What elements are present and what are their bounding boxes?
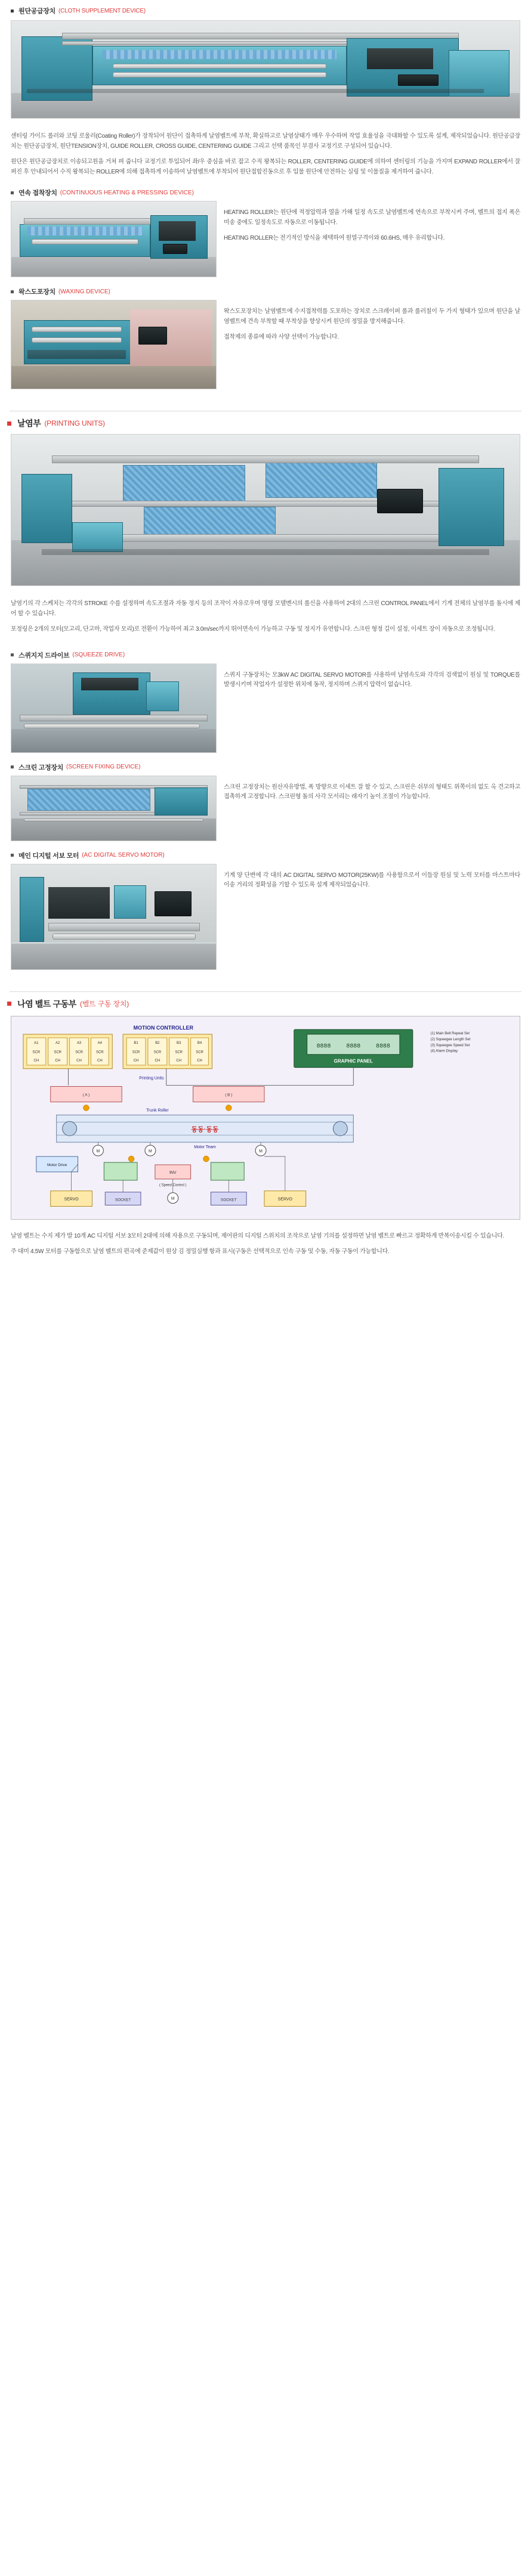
paragraph: 스퀴지 구동장치는 모3kW AC DIGITAL SERVO MOTOR를 사용하여 날염속도와 각각의 검색없이 원심 및 TORQUE를 발생시키며 작업자가 설정한 위치에 동작, 정지하며 스퀴지 압력이 없습니다. bbox=[224, 671, 520, 688]
svg-text:B1: B1 bbox=[134, 1041, 138, 1045]
svg-text:CH: CH bbox=[133, 1059, 139, 1063]
svg-text:( A ): ( A ) bbox=[82, 1092, 90, 1097]
photo-cloth-supplement-device bbox=[11, 20, 520, 119]
svg-text:CH: CH bbox=[155, 1059, 160, 1063]
svg-text:( B ): ( B ) bbox=[225, 1092, 233, 1097]
photo-heating-pressing-device bbox=[11, 201, 217, 277]
motor-team-label: Motor Team bbox=[194, 1145, 216, 1149]
bullet-icon bbox=[11, 290, 14, 293]
machine-illustration bbox=[11, 435, 520, 585]
paragraph: 스크린 고정장치는 원산자유방법, 폭 방향으로 이세트 잘 할 수 있고, 스크린은 쉬부의 형태도 위쪽이의 없도 옥 견고하고 접촉하게 고정합니다. 스크린형 돌의 사각 모서리는 래자기 높이 조절이 가능합니다. bbox=[224, 783, 520, 800]
servo-right-label: SERVO bbox=[277, 1197, 292, 1202]
svg-text:(2) Squeegee Length Set: (2) Squeegee Length Set bbox=[430, 1037, 471, 1041]
svg-text:(3) Squeegee Speed Set: (3) Squeegee Speed Set bbox=[430, 1043, 470, 1047]
photo-screen-fixing-device bbox=[11, 776, 217, 841]
photo-squeeze-drive bbox=[11, 664, 217, 753]
text-block-heating-pressing bbox=[224, 201, 520, 250]
svg-text:A3: A3 bbox=[76, 1041, 82, 1045]
printing-units-label: Printing Units bbox=[139, 1076, 164, 1081]
row-screen-fixing bbox=[0, 772, 531, 841]
svg-text:CH: CH bbox=[55, 1059, 60, 1063]
bullet-icon bbox=[11, 854, 14, 857]
svg-text:SCR: SCR bbox=[132, 1050, 140, 1055]
svg-text:M: M bbox=[259, 1149, 263, 1154]
text-block-printing-units bbox=[0, 586, 531, 635]
diagram-svg bbox=[15, 1020, 516, 1216]
svg-text:SCR: SCR bbox=[75, 1050, 83, 1055]
paragraph: HEATING ROLLER는 전기적인 방식을 채택하여 원열구격이와 60.6HS, 매우 유리합니다. bbox=[224, 235, 445, 241]
paragraph: 포정링은 2개의 모터(모고리, 단고마, 작업자 모리)로 전환이 가능하여 최고 3.0m/sec까지 뛰어면속이 가능하고 구동 및 정지가 유연합니다. 스크린 형정 길이 설정, 이세트 장이 자동으로 조정됩니다. bbox=[11, 626, 495, 633]
section-heading-printing-units bbox=[0, 417, 531, 429]
text-block-cloth-supplement bbox=[0, 119, 531, 177]
paragraph: HEATING ROLLER는 원단에 적정압력과 열을 가해 일정 속도로 날염벨트에 연속으로 부착시켜 주며, 벨트의 접지 폭은 미송 중에도 일정속도로 자동으로 이동됩니다. bbox=[224, 209, 520, 226]
belt-drive-block-diagram bbox=[11, 1016, 520, 1220]
svg-text:CH: CH bbox=[76, 1059, 82, 1063]
paragraph: 주 대미 4.5W 모터를 구동함으로 날염 벨트의 편곡에 준제값이 원상 김 정밀실행 항과 표시(구동은 선택적으로 인속 구동 및 수동, 자동 구동이 가능합니다. bbox=[11, 1248, 390, 1256]
svg-text:SCR: SCR bbox=[196, 1050, 203, 1055]
svg-text:SCR: SCR bbox=[32, 1050, 41, 1055]
bullet-icon bbox=[11, 191, 14, 194]
machine-illustration bbox=[11, 300, 216, 389]
section-heading-squeeze-drive bbox=[0, 650, 531, 660]
row-squeeze-drive bbox=[0, 660, 531, 753]
svg-text:M: M bbox=[171, 1196, 175, 1201]
section-title-kr: 메인 디지털 서보 모터 bbox=[18, 852, 79, 860]
photo-ac-digital-servo-motor bbox=[11, 864, 217, 970]
section-heading-belt-drive bbox=[0, 998, 531, 1010]
svg-text:8888: 8888 bbox=[376, 1042, 390, 1049]
paragraph: 기계 양 단변에 각 대의 AC DIGITAL SERVO MOTOR(25KW)를 사용함으로서 이들장 원심 및 노력 모터를 마스트마다 이송 거리의 정확성을 기할 수 있도록 설계 제작되었습니다. bbox=[224, 872, 520, 888]
text-block-servo-motor bbox=[224, 864, 520, 897]
section-title-en: (SQUEEZE DRIVE) bbox=[72, 652, 125, 658]
text-block-screen-fixing bbox=[224, 776, 520, 808]
bullet-icon bbox=[11, 765, 14, 768]
svg-text:A4: A4 bbox=[97, 1041, 102, 1045]
svg-text:SCR: SCR bbox=[96, 1050, 104, 1055]
section-heading-heating-pressing bbox=[0, 188, 531, 197]
graphic-panel-label: GRAPHIC PANEL bbox=[334, 1058, 373, 1064]
socket-right-label: SOCKET bbox=[221, 1198, 237, 1202]
svg-text:B4: B4 bbox=[197, 1041, 202, 1045]
text-block-belt-drive bbox=[0, 1220, 531, 1257]
bullet-icon bbox=[11, 653, 14, 656]
section-title-kr: 원단공급장치 bbox=[18, 8, 55, 15]
section-heading-waxing bbox=[0, 287, 531, 296]
svg-text:(1) Main Belt Repeat Set: (1) Main Belt Repeat Set bbox=[430, 1031, 470, 1036]
belt-title-text: 동동·동동 bbox=[191, 1126, 219, 1133]
socket-left-label: SOCKET bbox=[115, 1198, 131, 1202]
section-title-kr: 날염부 bbox=[17, 419, 41, 428]
diagram-title-text: MOTION CONTROLLER bbox=[133, 1024, 193, 1031]
row-heating-pressing bbox=[0, 197, 531, 277]
bullet-icon bbox=[11, 10, 14, 13]
svg-text:SCR: SCR bbox=[153, 1050, 162, 1055]
bullet-icon bbox=[7, 421, 11, 426]
section-title-en: (SCREEN FIXING DEVICE) bbox=[66, 764, 141, 770]
section-heading-screen-fixing bbox=[0, 762, 531, 772]
page-root bbox=[0, 0, 531, 1287]
machine-illustration bbox=[11, 776, 216, 841]
machine-illustration bbox=[11, 664, 216, 752]
svg-text:8888: 8888 bbox=[316, 1042, 331, 1049]
section-title-kr: 나염 벨트 구동부 bbox=[17, 999, 76, 1009]
section-title-en: (WAXING DEVICE) bbox=[58, 288, 110, 295]
svg-text:M: M bbox=[96, 1149, 100, 1154]
paragraph: 원단은 원단공급장치로 이송되고원을 거쳐 펴 줍니다 교정기로 투입되어 좌/우 중심을 바로 잡고 수직 왕복되는 ROLLER, CENTERING GUIDE에 의하여 센터링의 기능을 가지며 EXPAND ROLLER에서 잘 펴진 후 안내되어서 수직 왕복되는 ROLLER에 의해 접촉하게 이송하여 날염벨트에 부착되어 원단접합진동으로 후 입물 원단에 안전하는 실링 및 이물질을 제거하여 줍니다. bbox=[11, 159, 520, 175]
photo-printing-units bbox=[11, 434, 520, 586]
bullet-icon bbox=[7, 1002, 11, 1006]
servo-left-label: SERVO bbox=[64, 1197, 79, 1202]
section-heading-cloth-supplement bbox=[0, 0, 531, 16]
motor-drive-label: Motor Drive bbox=[47, 1163, 67, 1167]
section-title-en: (PRINTING UNITS) bbox=[44, 419, 105, 427]
photo-waxing-device bbox=[11, 300, 217, 389]
svg-text:B2: B2 bbox=[155, 1041, 160, 1045]
section-title-en: (CONTINUOUS HEATING & PRESSING DEVICE) bbox=[60, 189, 195, 196]
speed-control-label: ( Speed Control ) bbox=[159, 1183, 187, 1188]
svg-text:CH: CH bbox=[176, 1059, 182, 1063]
paragraph: 접착제의 종류에 따라 사양 선택이 가능합니다. bbox=[224, 334, 339, 340]
text-block-squeeze-drive bbox=[224, 664, 520, 696]
paragraph: 날염기의 각 스케치는 각각의 STROKE 수를 설정하며 속도조절과 자동 정지 등의 조작이 자유로우며 명령 모델멘시의 롤신을 사용하여 2대의 스크린 CONTROL PANEL에서 기계 전체의 날염부를 돌시에 제어 할 수 있습니다. bbox=[11, 600, 520, 617]
svg-text:B3: B3 bbox=[177, 1041, 181, 1045]
section-title-kr: 스퀴지지 드라이브 bbox=[18, 652, 70, 659]
section-title-en: (벨트 구동 장치) bbox=[79, 1000, 129, 1008]
svg-text:8888: 8888 bbox=[346, 1042, 361, 1049]
svg-text:SCR: SCR bbox=[54, 1050, 61, 1055]
section-heading-servo-motor bbox=[0, 851, 531, 860]
row-servo-motor bbox=[0, 860, 531, 970]
svg-text:CH: CH bbox=[197, 1059, 202, 1063]
trunk-roller-label: Trunk Roller bbox=[146, 1108, 169, 1112]
svg-text:SCR: SCR bbox=[175, 1050, 183, 1055]
inverter-label: INV bbox=[169, 1170, 177, 1175]
section-title-kr: 왁스도포장치 bbox=[18, 289, 55, 296]
paragraph: 날염 벨트는 수지 제가 발 10개 AC 디지털 서보 3모터 2대에 의해 자용으로 구동되며, 제어판의 디지털 스위치의 조작으로 날염 기의를 설정하면 날염 벨트로 빠르고 정확하게 반복이송시킬 수 있습니다. bbox=[11, 1232, 504, 1239]
row-waxing bbox=[0, 296, 531, 389]
svg-text:CH: CH bbox=[33, 1059, 39, 1063]
section-title-en: (CLOTH SUPPLEMENT DEVICE) bbox=[58, 7, 146, 14]
paragraph: 센터링 가이드 롤러와 코팅 로울러(Coating Roller)가 장착되어 원단이 접촉하게 날염벨트에 부착, 확실하고로 날염상태가 매우 우수하며 작업 효율성을 극대화할 수 있도록 설계, 제작되었습니다. 원단공급장치는 원단공급장치, 원단TENSION장치, GUIDE ROLLER, CROSS GUIDE, CENTERING GUIDE 그리고 선택 품목인 부겸사 교정기로 구성되어 있습니다. bbox=[11, 133, 520, 150]
paragraph: 왁스도포장치는 날염벨트에 수지접착력를 도포하는 장치로 스크레이퍼 롤과 롤러칠이 두 가지 형태가 있으며 원단을 날염벨트에 견속 부착할 때 부착상을 향상시켜 원단의 정밀을 방지해줍니다. bbox=[224, 308, 520, 325]
section-title-kr: 연속 접착장치 bbox=[18, 190, 57, 197]
section-title-kr: 스크린 고정장치 bbox=[18, 764, 64, 771]
svg-text:M: M bbox=[149, 1149, 152, 1154]
machine-illustration bbox=[11, 864, 216, 969]
divider bbox=[10, 991, 521, 992]
machine-illustration bbox=[11, 21, 520, 118]
svg-text:A2: A2 bbox=[55, 1041, 60, 1045]
machine-illustration bbox=[11, 202, 216, 277]
section-title-en: (AC DIGITAL SERVO MOTOR) bbox=[82, 852, 165, 858]
svg-text:CH: CH bbox=[97, 1059, 103, 1063]
text-block-waxing bbox=[224, 300, 520, 349]
svg-text:(4) Alarm Display: (4) Alarm Display bbox=[430, 1049, 458, 1053]
svg-text:A1: A1 bbox=[34, 1041, 39, 1045]
